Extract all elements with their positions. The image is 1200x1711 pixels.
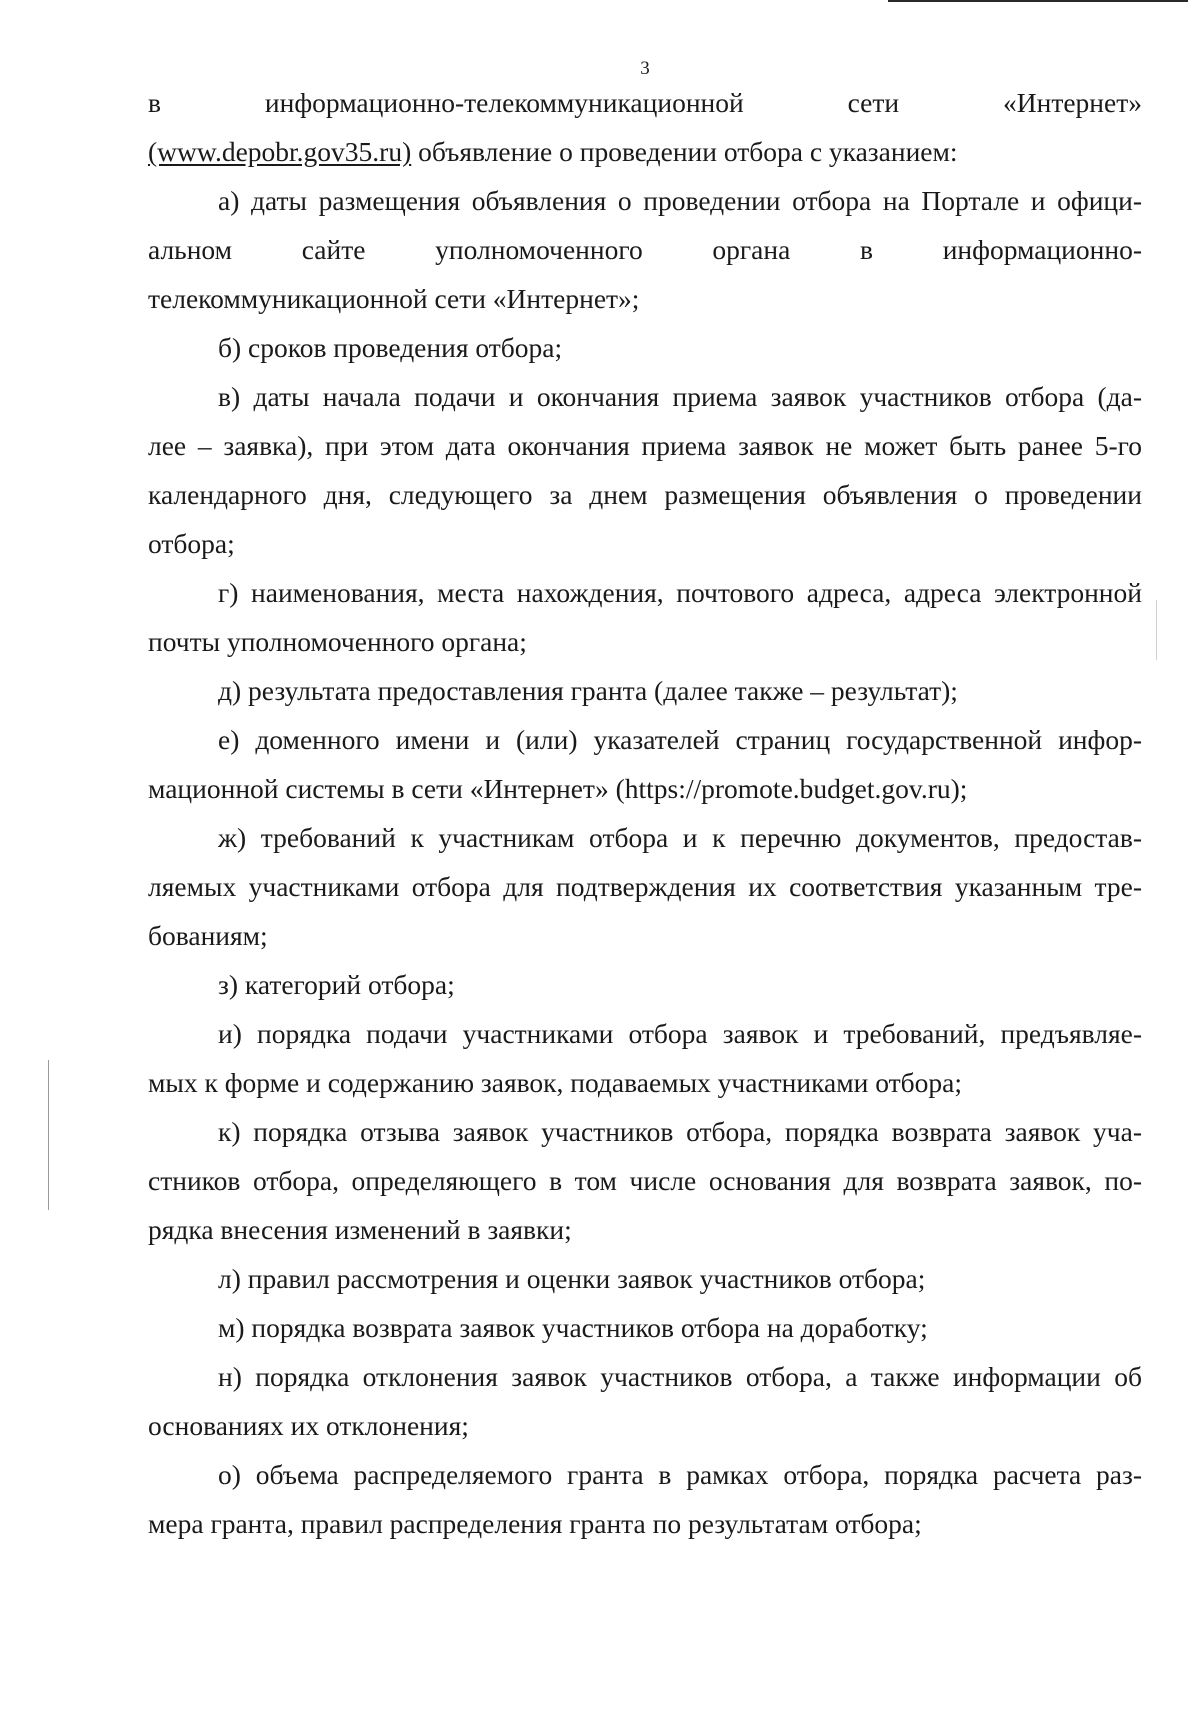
- list-item-v: [148, 372, 1142, 568]
- list-items: [148, 176, 1142, 1548]
- list-item-z: [148, 960, 1142, 1009]
- list-item-line: календарного дня, следующего за днем размещения объявления о проведении: [148, 479, 1142, 510]
- list-item-line: н) порядка отклонения заявок участников отбора, а также информации об: [218, 1361, 1142, 1392]
- list-item-line: мых к форме и содержанию заявок, подаваемых участниками отбора;: [148, 1067, 963, 1098]
- list-item-line: мационной системы в сети «Интернет» (https://promote.budget.gov.ru);: [148, 773, 968, 804]
- list-item-d: [148, 666, 1142, 715]
- list-item-a: [148, 176, 1142, 323]
- list-item-line: г) наименования, места нахождения, почтового адреса, адреса электронной: [218, 577, 1142, 608]
- list-item-line: лее – заявка), при этом дата окончания приема заявок не может быть ранее 5-го: [148, 430, 1142, 461]
- list-item-line: в) даты начала подачи и окончания приема заявок участников отбора (да-: [218, 381, 1142, 412]
- list-item-line: рядка внесения изменений в заявки;: [148, 1214, 572, 1245]
- list-item-line: ж) требований к участникам отбора и к перечню документов, предостав-: [218, 822, 1142, 853]
- list-item-n: [148, 1352, 1142, 1450]
- list-item-line: е) доменного имени и (или) указателей страниц государственной инфор-: [218, 724, 1142, 755]
- list-item-line: о) объема распределяемого гранта в рамках отбора, порядка расчета раз-: [218, 1459, 1142, 1490]
- list-item-line: ляемых участниками отбора для подтверждения их соответствия указанным тре-: [148, 871, 1142, 902]
- list-item-line: альном сайте уполномоченного органа в информационно-: [148, 234, 1142, 265]
- list-item-zh: [148, 813, 1142, 960]
- list-item-line: основаниях их отклонения;: [148, 1410, 469, 1441]
- list-item-line: а) даты размещения объявления о проведении отбора на Портале и офици-: [218, 185, 1142, 216]
- list-item-line: л) правил рассмотрения и оценки заявок участников отбора;: [218, 1263, 926, 1294]
- list-item-line: мера гранта, правил распределения гранта по результатам отбора;: [148, 1508, 922, 1539]
- list-item-line: отбора;: [148, 528, 235, 559]
- list-item-line: к) порядка отзыва заявок участников отбора, порядка возврата заявок уча-: [218, 1116, 1142, 1147]
- list-item-line: д) результата предоставления гранта (далее также – результат);: [218, 675, 958, 706]
- list-item-g: [148, 568, 1142, 666]
- list-item-line: почты уполномоченного органа;: [148, 626, 527, 657]
- list-item-line: м) порядка возврата заявок участников отбора на доработку;: [218, 1312, 928, 1343]
- page-number: 3: [640, 58, 650, 79]
- list-item-l: [148, 1254, 1142, 1303]
- list-item-i: [148, 1009, 1142, 1107]
- scan-top-rule: [888, 0, 1188, 2]
- intro-rest: объявление о проведении отбора с указанием:: [411, 136, 958, 167]
- list-item-line: и) порядка подачи участниками отбора заявок и требований, предъявляе-: [218, 1018, 1142, 1049]
- scan-margin-mark: [48, 1060, 49, 1210]
- list-item-b: [148, 323, 1142, 372]
- list-item-line: б) сроков проведения отбора;: [218, 332, 563, 363]
- list-item-m: [148, 1303, 1142, 1352]
- intro-line-2: [148, 127, 1142, 176]
- scan-edge-mark: [1156, 600, 1157, 660]
- intro-line-1: в информационно-телекоммуникационной сети «Интернет»: [148, 87, 1142, 118]
- website-link[interactable]: (www.depobr.gov35.ru): [148, 136, 412, 167]
- list-item-line: з) категорий отбора;: [218, 969, 455, 1000]
- list-item-k: [148, 1107, 1142, 1254]
- list-item-line: бованиям;: [148, 920, 268, 951]
- list-item-line: стников отбора, определяющего в том числе основания для возврата заявок, по-: [148, 1165, 1142, 1196]
- list-item-o: [148, 1450, 1142, 1548]
- document-body: [148, 78, 1142, 1548]
- list-item-e: [148, 715, 1142, 813]
- list-item-line: телекоммуникационной сети «Интернет»;: [148, 283, 640, 314]
